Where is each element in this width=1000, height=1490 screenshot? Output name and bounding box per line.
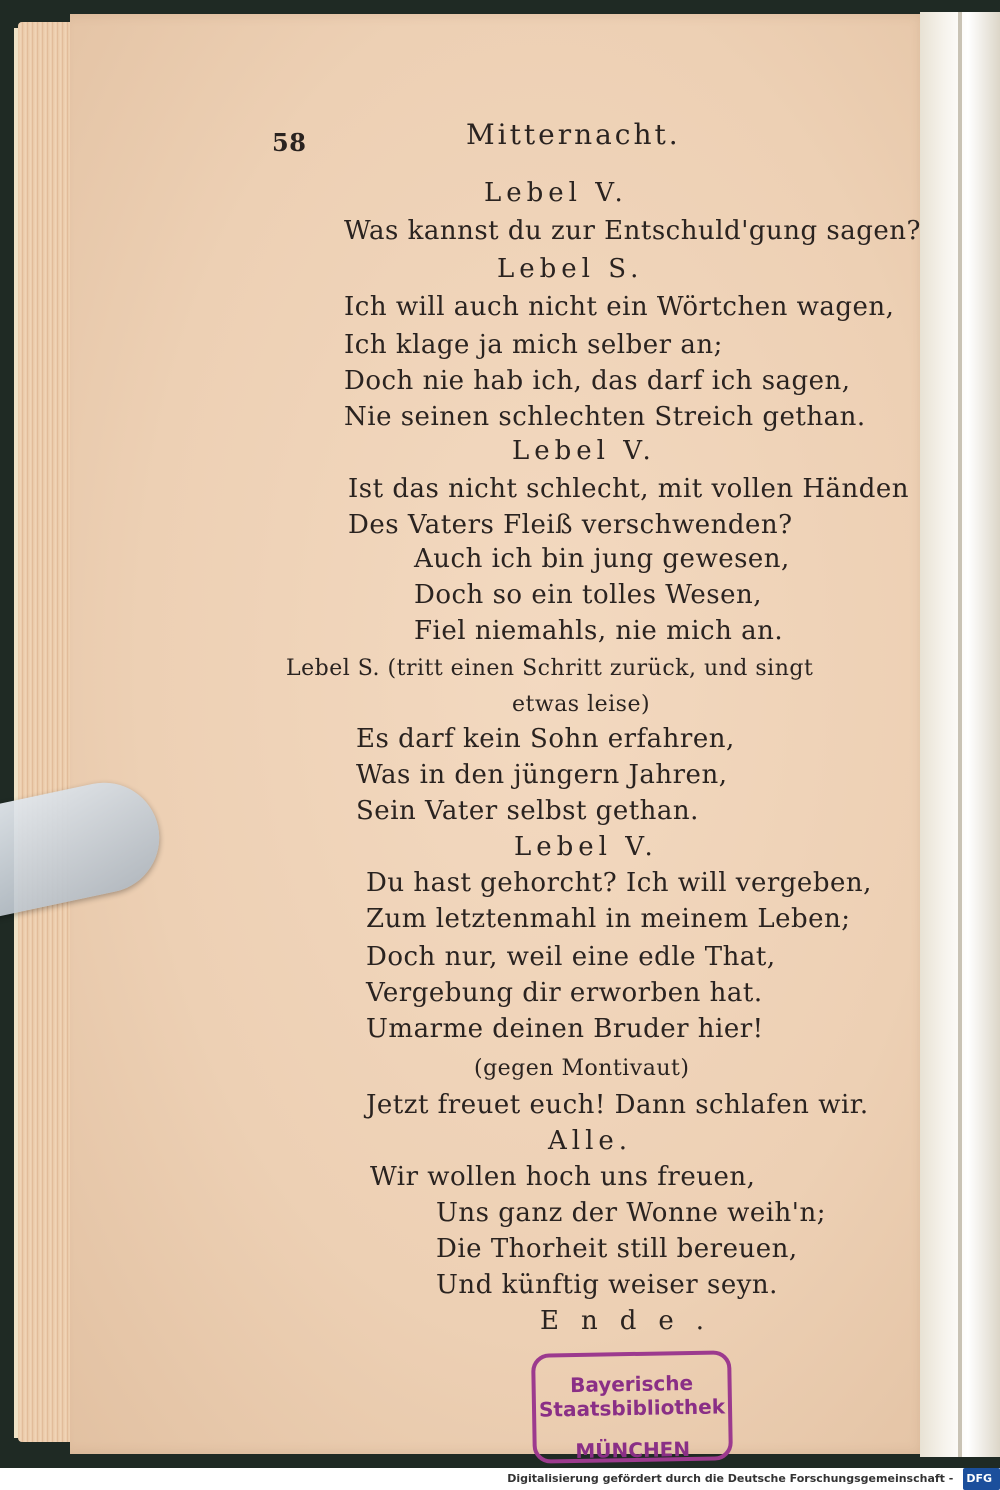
speaker-label: Lebel V. <box>514 832 658 862</box>
stage-direction: (gegen Montivaut) <box>474 1056 690 1081</box>
verse-line: Die Thorheit still bereuen, <box>436 1234 798 1264</box>
verse-line: Ist das nicht schlecht, mit vollen Händen <box>348 474 910 504</box>
verse-line: Was in den jüngern Jahren, <box>356 760 728 790</box>
stage-direction: Lebel S. (tritt einen Schritt zurück, und singt <box>286 656 814 681</box>
footer-text: Digitalisierung gefördert durch die Deutsche Forschungsgemeinschaft - <box>507 1472 954 1485</box>
stage-direction: etwas leise) <box>512 692 651 717</box>
verse-line: Ich will auch nicht ein Wörtchen wagen, <box>344 292 895 322</box>
verse-line: Umarme deinen Bruder hier! <box>366 1014 764 1044</box>
verse-line: Wir wollen hoch uns freuen, <box>370 1162 756 1192</box>
speaker-label: Alle. <box>548 1126 633 1156</box>
digitization-footer <box>0 1468 1000 1490</box>
verse-line: Nie seinen schlechten Streich gethan. <box>344 402 866 432</box>
running-head: Mitternacht. <box>466 118 681 151</box>
verse-line: Es darf kein Sohn erfahren, <box>356 724 735 754</box>
verse-line: Doch nur, weil eine edle That, <box>366 942 776 972</box>
verse-line: Was kannst du zur Entschuld'gung sagen? <box>344 216 921 246</box>
stamp-line: Staatsbibliothek <box>538 1394 726 1422</box>
closing-word: Ende. <box>540 1306 727 1336</box>
verse-line: Vergebung dir erworben hat. <box>366 978 763 1008</box>
verse-line: Zum letztenmahl in meinem Leben; <box>366 904 851 934</box>
verse-line: Du hast gehorcht? Ich will vergeben, <box>366 868 872 898</box>
verse-line: Doch nie hab ich, das darf ich sagen, <box>344 366 851 396</box>
verse-line: Sein Vater selbst gethan. <box>356 796 699 826</box>
verse-line: Des Vaters Fleiß verschwenden? <box>348 510 793 540</box>
speaker-label: Lebel V. <box>484 178 628 208</box>
speaker-label: Lebel V. <box>512 436 656 466</box>
verse-line: Uns ganz der Wonne weih'n; <box>436 1198 826 1228</box>
verse-line: Auch ich bin jung gewesen, <box>414 544 790 574</box>
verse-line: Doch so ein tolles Wesen, <box>414 580 762 610</box>
speaker-label: Lebel S. <box>497 254 644 284</box>
dfg-logo: DFG <box>963 1468 1000 1490</box>
library-stamp <box>531 1350 733 1463</box>
verse-line: Fiel niemahls, nie mich an. <box>414 616 784 646</box>
stamp-line: Bayerische <box>569 1370 694 1398</box>
stamp-line: MÜNCHEN <box>575 1436 691 1463</box>
page-number: 58 <box>272 128 307 157</box>
verse-line: Und künftig weiser seyn. <box>436 1270 778 1300</box>
verse-line: Jetzt freuet euch! Dann schlafen wir. <box>366 1090 869 1120</box>
verse-line: Ich klage ja mich selber an; <box>344 330 723 360</box>
